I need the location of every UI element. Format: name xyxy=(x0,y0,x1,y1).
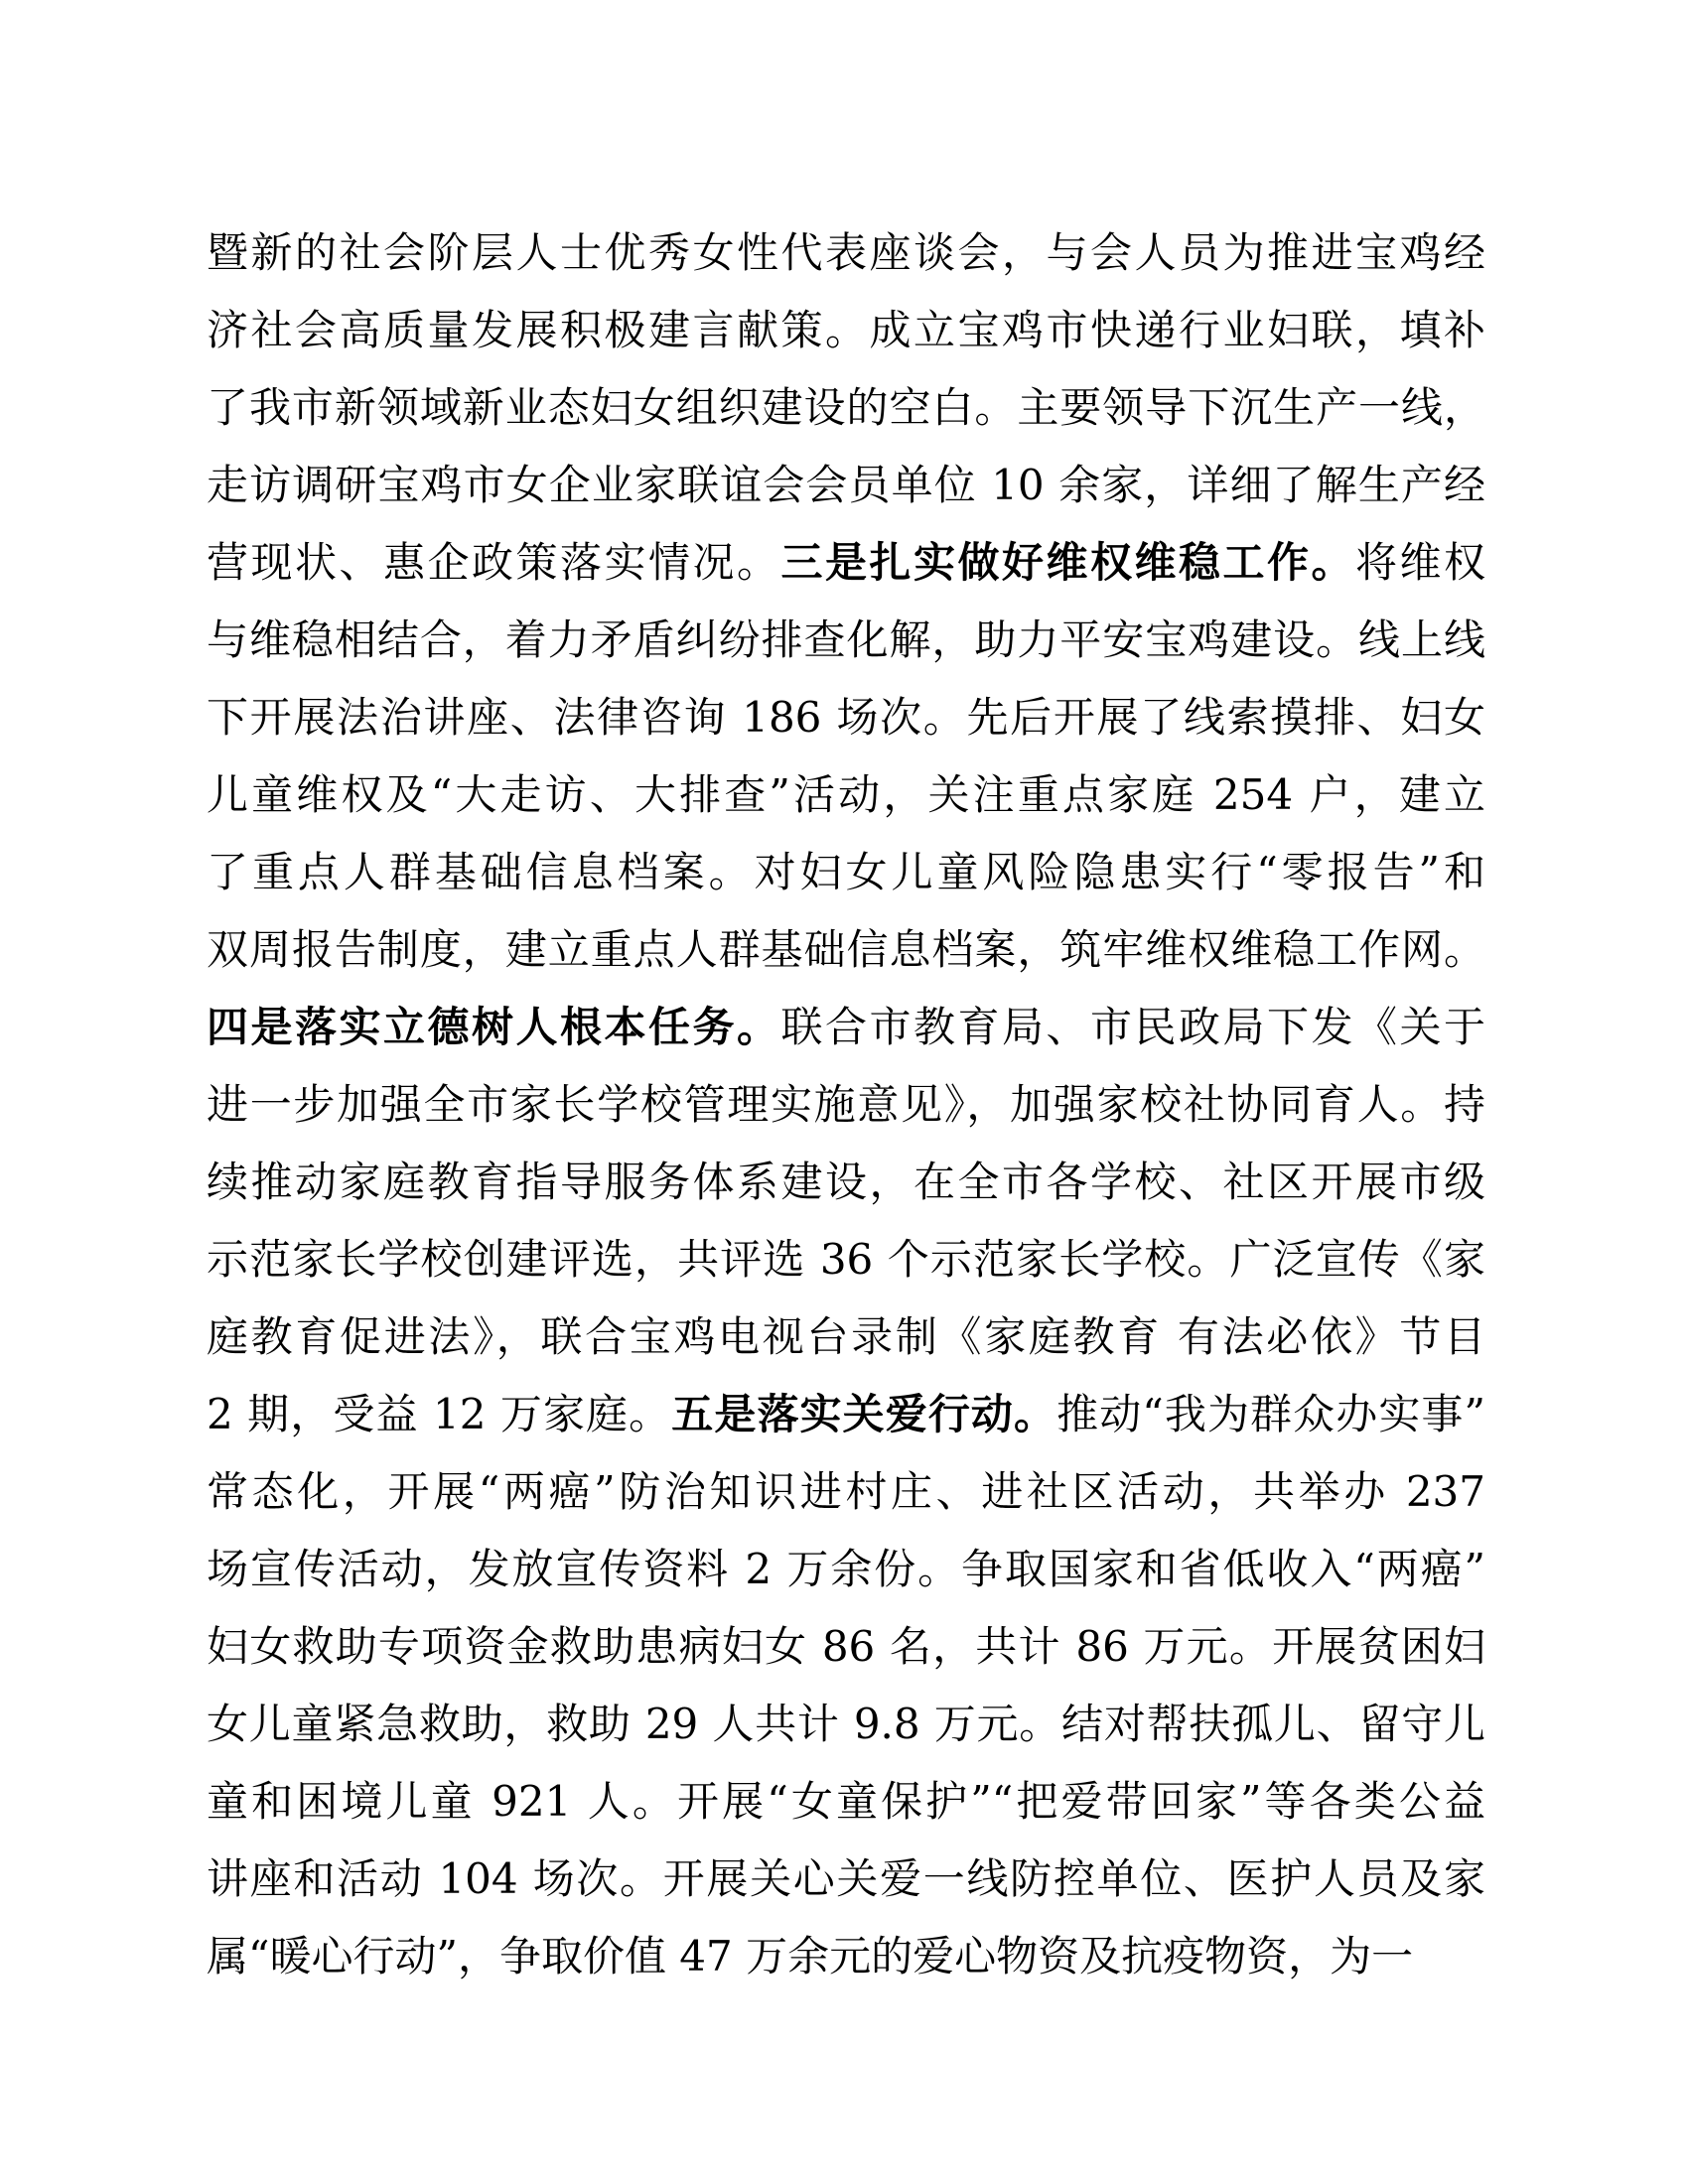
text-line xyxy=(207,447,1485,524)
bold-heading-segment: 三是扎实做好维权维稳工作。 xyxy=(780,538,1355,587)
text-segment: 济社会高质量发展积极建言献策。成立宝鸡市快递行业妇联，填补 xyxy=(207,306,1485,354)
text-segment: 讲座和活动 104 场次。开展关心关爱一线防控单位、医护人员及家 xyxy=(207,1854,1485,1903)
text-segment: 将维权 xyxy=(1354,538,1485,587)
text-line xyxy=(207,1066,1485,1144)
body-paragraph xyxy=(207,214,1485,1995)
text-line xyxy=(207,911,1485,989)
text-segment: 妇女救助专项资金救助患病妇女 86 名，共计 86 万元。开展贫困妇 xyxy=(207,1622,1485,1671)
text-line xyxy=(207,756,1485,834)
text-line xyxy=(207,679,1485,756)
text-segment: 属“暖心行动”，争取价值 47 万余元的爱心物资及抗疫物资，为一 xyxy=(207,1932,1414,1980)
text-line xyxy=(207,1763,1485,1841)
text-line xyxy=(207,1531,1485,1608)
text-segment: 续推动家庭教育指导服务体系建设，在全市各学校、社区开展市级 xyxy=(207,1158,1485,1206)
text-line xyxy=(207,834,1485,911)
text-segment: 推动“我为群众办实事” xyxy=(1056,1390,1485,1438)
text-segment: 走访调研宝鸡市女企业家联谊会会员单位 10 余家，详细了解生产经 xyxy=(207,461,1485,509)
text-line xyxy=(207,292,1485,369)
text-segment: 2 期，受益 12 万家庭。 xyxy=(207,1390,672,1438)
text-line xyxy=(207,1453,1485,1531)
text-line xyxy=(207,369,1485,447)
text-segment: 常态化，开展“两癌”防治知识进村庄、进社区活动，共举办 237 xyxy=(207,1467,1485,1516)
text-segment: 联合市教育局、市民政局下发《关于 xyxy=(780,1003,1485,1051)
text-segment: 下开展法治讲座、法律咨询 186 场次。先后开展了线索摸排、妇女 xyxy=(207,693,1485,742)
text-segment: 与维稳相结合，着力矛盾纠纷排查化解，助力平安宝鸡建设。线上线 xyxy=(207,615,1485,664)
text-segment: 双周报告制度，建立重点人群基础信息档案，筑牢维权维稳工作网。 xyxy=(207,925,1485,974)
text-segment: 暨新的社会阶层人士优秀女性代表座谈会，与会人员为推进宝鸡经 xyxy=(207,228,1485,277)
text-line xyxy=(207,1918,1485,1995)
text-line xyxy=(207,524,1485,602)
bold-heading-segment: 四是落实立德树人根本任务。 xyxy=(207,1003,781,1051)
text-segment: 儿童维权及“大走访、大排查”活动，关注重点家庭 254 户，建立 xyxy=(207,770,1485,819)
text-segment: 女儿童紧急救助，救助 29 人共计 9.8 万元。结对帮扶孤儿、留守儿 xyxy=(207,1700,1485,1748)
text-line xyxy=(207,1841,1485,1918)
text-segment: 营现状、惠企政策落实情况。 xyxy=(207,538,781,587)
text-segment: 示范家长学校创建评选，共评选 36 个示范家长学校。广泛宣传《家 xyxy=(207,1235,1485,1284)
text-line xyxy=(207,1221,1485,1298)
text-line xyxy=(207,214,1485,292)
text-segment: 了我市新领域新业态妇女组织建设的空白。主要领导下沉生产一线， xyxy=(207,383,1485,432)
text-segment: 进一步加强全市家长学校管理实施意见》，加强家校社协同育人。持 xyxy=(207,1080,1485,1129)
text-line xyxy=(207,1144,1485,1221)
text-line xyxy=(207,602,1485,679)
text-line xyxy=(207,1376,1485,1453)
text-line xyxy=(207,1608,1485,1686)
text-segment: 了重点人群基础信息档案。对妇女儿童风险隐患实行“零报告”和 xyxy=(207,848,1485,896)
bold-heading-segment: 五是落实关爱行动。 xyxy=(671,1390,1057,1438)
text-segment: 场宣传活动，发放宣传资料 2 万余份。争取国家和省低收入“两癌” xyxy=(207,1545,1485,1593)
text-segment: 童和困境儿童 921 人。开展“女童保护”“把爱带回家”等各类公益 xyxy=(207,1777,1485,1826)
text-line xyxy=(207,989,1485,1066)
text-segment: 庭教育促进法》，联合宝鸡电视台录制《家庭教育 有法必依》节目 xyxy=(207,1312,1485,1361)
text-line xyxy=(207,1686,1485,1763)
text-line xyxy=(207,1298,1485,1376)
